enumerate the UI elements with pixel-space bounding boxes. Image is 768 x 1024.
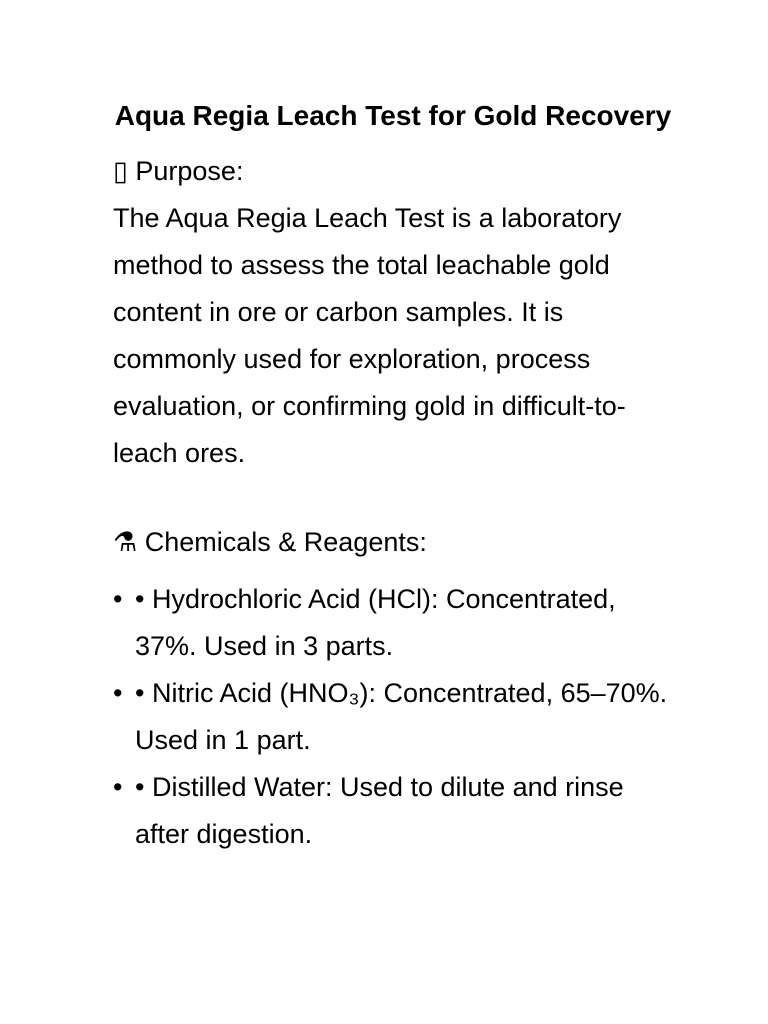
list-item [113, 670, 673, 764]
purpose-heading [113, 148, 673, 195]
bullet-marker: • [113, 678, 123, 708]
flask-icon: ⚗ [113, 527, 138, 557]
purpose-label: Purpose: [135, 156, 244, 186]
chemicals-heading [113, 519, 673, 566]
purpose-text: The Aqua Regia Leach Test is a laboratory method to assess the total leachable gold content in ore or carbon samples. It is commonly used for exploration, process evaluation, or confirming gold in difficult-to-leach ores. [113, 203, 626, 468]
list-item-text: • Distilled Water: Used to dilute and rinse after digestion. [135, 772, 624, 849]
chemicals-list [113, 576, 673, 858]
bullet-marker: • [113, 772, 123, 802]
document-page [113, 92, 673, 858]
missing-glyph-icon: ▯ [113, 156, 128, 186]
list-item-text: • Hydrochloric Acid (HCl): Concentrated, 37%. Used in 3 parts. [135, 584, 616, 661]
section-spacer [113, 477, 673, 519]
document-title: Aqua Regia Leach Test for Gold Recovery [114, 100, 672, 131]
list-item [113, 576, 673, 670]
chemicals-label: Chemicals & Reagents: [144, 527, 427, 557]
bullet-marker: • [113, 584, 123, 614]
list-item-text: • Nitric Acid (HNO₃): Concentrated, 65–70%. Used in 1 part. [135, 678, 668, 755]
list-item [113, 764, 673, 858]
